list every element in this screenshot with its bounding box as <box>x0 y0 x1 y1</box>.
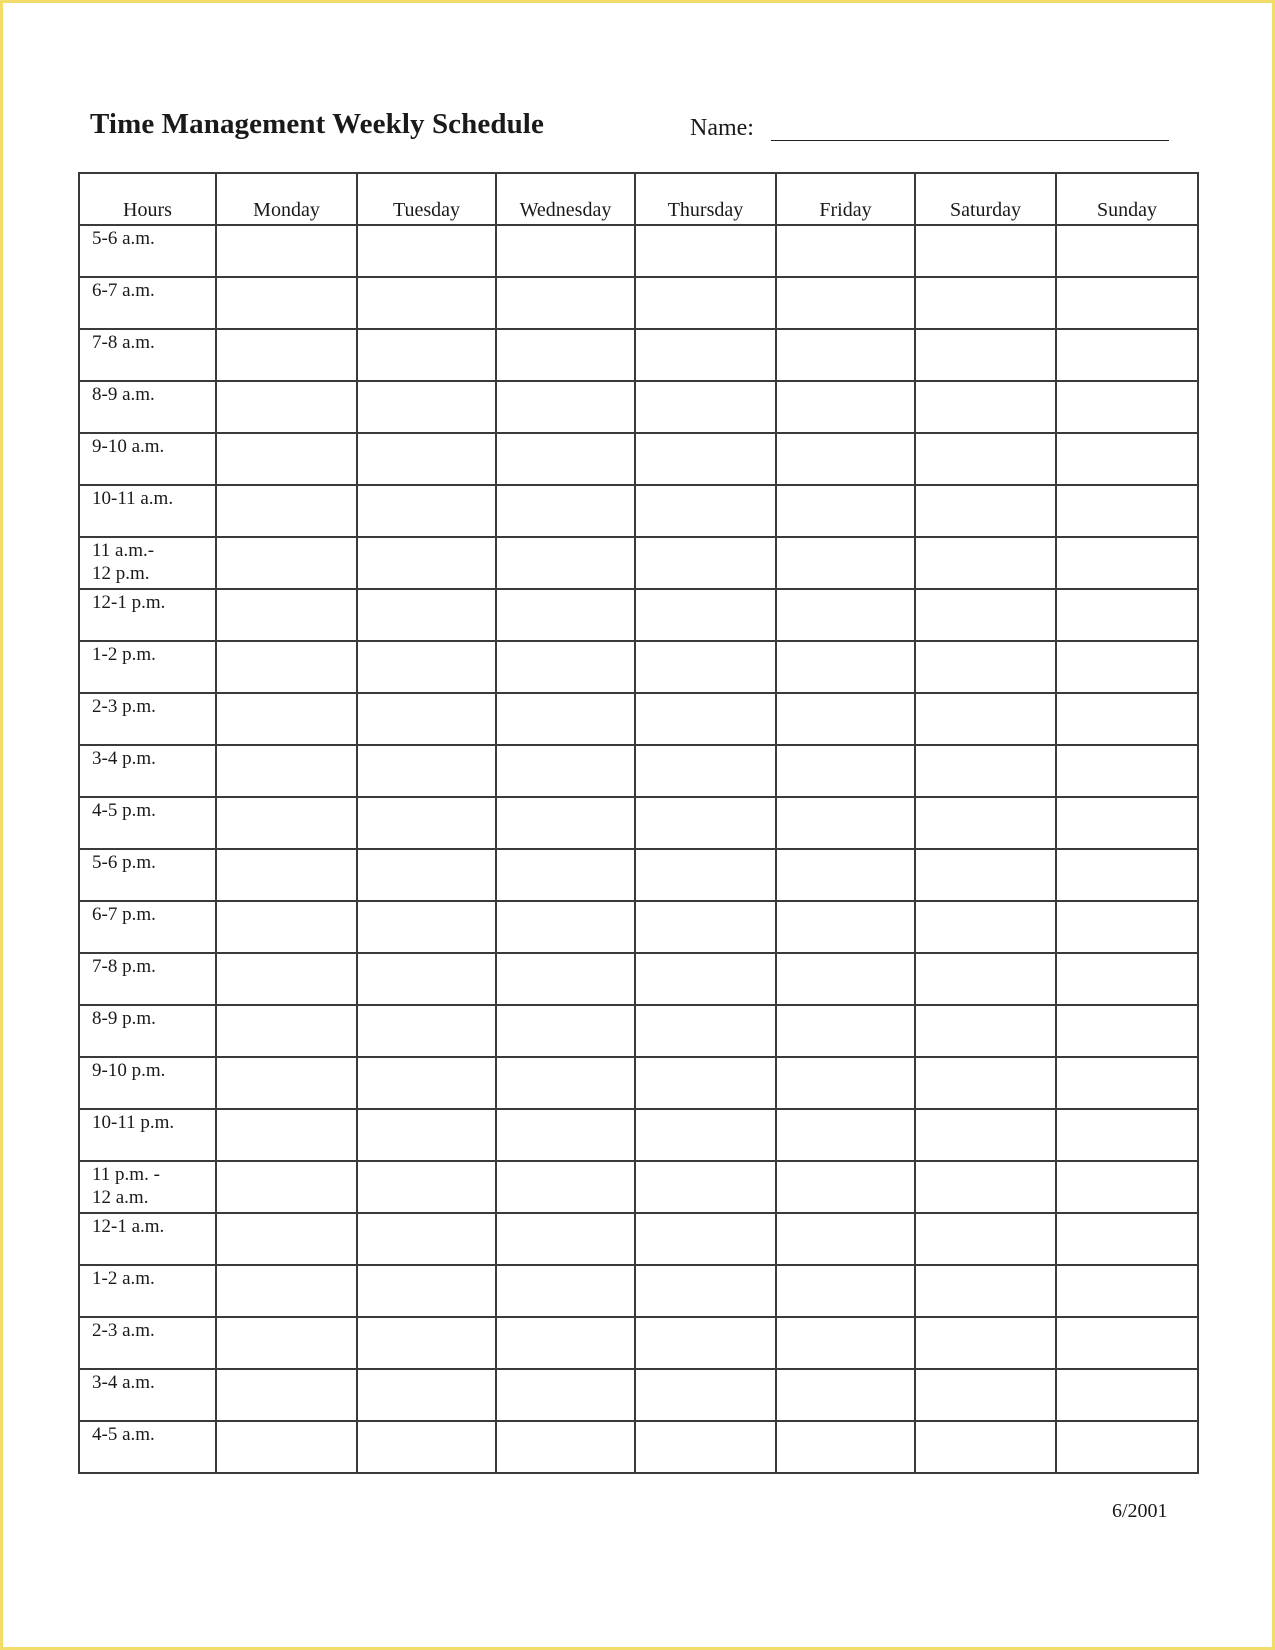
schedule-cell-sunday[interactable] <box>1056 381 1198 433</box>
schedule-cell-monday[interactable] <box>216 589 357 641</box>
schedule-row <box>79 797 1198 849</box>
schedule-cell-saturday[interactable] <box>915 1421 1056 1473</box>
schedule-cell-monday[interactable] <box>216 1161 357 1213</box>
schedule-cell-thursday[interactable] <box>635 1317 776 1369</box>
schedule-cell-wednesday[interactable] <box>496 693 635 745</box>
schedule-cell-friday[interactable] <box>776 1265 915 1317</box>
schedule-cell-tuesday[interactable] <box>357 1109 496 1161</box>
schedule-cell-saturday[interactable] <box>915 693 1056 745</box>
schedule-cell-wednesday[interactable] <box>496 745 635 797</box>
schedule-cell-tuesday[interactable] <box>357 641 496 693</box>
hour-label: 2-3 p.m. <box>92 696 156 717</box>
schedule-cell-monday[interactable] <box>216 1213 357 1265</box>
schedule-cell-thursday[interactable] <box>635 433 776 485</box>
schedule-cell-monday[interactable] <box>216 485 357 537</box>
hour-label-cell <box>79 1057 216 1109</box>
schedule-cell-thursday[interactable] <box>635 1421 776 1473</box>
hour-label-cell <box>79 485 216 537</box>
column-header-sunday: Sunday <box>1056 173 1198 225</box>
schedule-cell-saturday[interactable] <box>915 901 1056 953</box>
schedule-cell-tuesday[interactable] <box>357 485 496 537</box>
hour-label-cell <box>79 1005 216 1057</box>
hour-label: 11 a.m.- <box>92 540 155 561</box>
schedule-cell-friday[interactable] <box>776 277 915 329</box>
schedule-row <box>79 1317 1198 1369</box>
hour-label: 8-9 p.m. <box>92 1008 156 1029</box>
hour-label-cell <box>79 1421 216 1473</box>
schedule-cell-monday[interactable] <box>216 641 357 693</box>
schedule-cell-sunday[interactable] <box>1056 1369 1198 1421</box>
schedule-cell-friday[interactable] <box>776 797 915 849</box>
schedule-row <box>79 901 1198 953</box>
schedule-cell-friday[interactable] <box>776 589 915 641</box>
schedule-cell-wednesday[interactable] <box>496 1369 635 1421</box>
schedule-cell-saturday[interactable] <box>915 1265 1056 1317</box>
schedule-cell-tuesday[interactable] <box>357 1265 496 1317</box>
schedule-cell-friday[interactable] <box>776 1213 915 1265</box>
schedule-cell-saturday[interactable] <box>915 1057 1056 1109</box>
schedule-cell-tuesday[interactable] <box>357 1057 496 1109</box>
schedule-cell-wednesday[interactable] <box>496 797 635 849</box>
schedule-cell-sunday[interactable] <box>1056 693 1198 745</box>
schedule-cell-sunday[interactable] <box>1056 485 1198 537</box>
schedule-cell-monday[interactable] <box>216 277 357 329</box>
schedule-cell-thursday[interactable] <box>635 953 776 1005</box>
schedule-cell-thursday[interactable] <box>635 1213 776 1265</box>
schedule-cell-thursday[interactable] <box>635 537 776 589</box>
schedule-cell-wednesday[interactable] <box>496 589 635 641</box>
schedule-cell-friday[interactable] <box>776 849 915 901</box>
schedule-row <box>79 485 1198 537</box>
schedule-cell-wednesday[interactable] <box>496 277 635 329</box>
schedule-cell-sunday[interactable] <box>1056 1265 1198 1317</box>
schedule-cell-saturday[interactable] <box>915 641 1056 693</box>
hour-label-cell <box>79 1161 216 1213</box>
schedule-row <box>79 1005 1198 1057</box>
schedule-cell-sunday[interactable] <box>1056 1109 1198 1161</box>
hour-label-cell <box>79 1109 216 1161</box>
schedule-row <box>79 745 1198 797</box>
schedule-cell-saturday[interactable] <box>915 433 1056 485</box>
schedule-cell-thursday[interactable] <box>635 745 776 797</box>
schedule-cell-tuesday[interactable] <box>357 1421 496 1473</box>
schedule-cell-wednesday[interactable] <box>496 641 635 693</box>
schedule-cell-saturday[interactable] <box>915 329 1056 381</box>
schedule-cell-monday[interactable] <box>216 1369 357 1421</box>
hour-label-cell <box>79 1265 216 1317</box>
hour-label-cell <box>79 1213 216 1265</box>
schedule-cell-thursday[interactable] <box>635 641 776 693</box>
schedule-cell-saturday[interactable] <box>915 1369 1056 1421</box>
schedule-cell-sunday[interactable] <box>1056 1317 1198 1369</box>
hour-label: 11 p.m. - <box>92 1164 160 1185</box>
schedule-cell-tuesday[interactable] <box>357 329 496 381</box>
schedule-cell-thursday[interactable] <box>635 1057 776 1109</box>
schedule-row <box>79 225 1198 277</box>
schedule-cell-saturday[interactable] <box>915 1213 1056 1265</box>
schedule-cell-friday[interactable] <box>776 1109 915 1161</box>
schedule-cell-friday[interactable] <box>776 1161 915 1213</box>
schedule-cell-sunday[interactable] <box>1056 433 1198 485</box>
schedule-cell-wednesday[interactable] <box>496 1109 635 1161</box>
hour-label: 9-10 a.m. <box>92 436 165 457</box>
schedule-cell-tuesday[interactable] <box>357 1213 496 1265</box>
schedule-cell-sunday[interactable] <box>1056 953 1198 1005</box>
hour-label: 4-5 a.m. <box>92 1424 155 1445</box>
hour-label-cell <box>79 849 216 901</box>
schedule-cell-friday[interactable] <box>776 953 915 1005</box>
schedule-body <box>79 225 1198 1473</box>
schedule-cell-sunday[interactable] <box>1056 329 1198 381</box>
column-header-friday: Friday <box>776 173 915 225</box>
schedule-cell-saturday[interactable] <box>915 797 1056 849</box>
schedule-cell-thursday[interactable] <box>635 901 776 953</box>
hour-label: 5-6 a.m. <box>92 228 155 249</box>
schedule-cell-thursday[interactable] <box>635 797 776 849</box>
schedule-cell-tuesday[interactable] <box>357 1317 496 1369</box>
column-header-saturday: Saturday <box>915 173 1056 225</box>
schedule-row <box>79 1421 1198 1473</box>
schedule-row <box>79 1057 1198 1109</box>
schedule-cell-friday[interactable] <box>776 693 915 745</box>
schedule-cell-thursday[interactable] <box>635 381 776 433</box>
schedule-cell-saturday[interactable] <box>915 485 1056 537</box>
hour-label-cell <box>79 433 216 485</box>
schedule-cell-thursday[interactable] <box>635 485 776 537</box>
column-header-tuesday: Tuesday <box>357 173 496 225</box>
hour-label-cell <box>79 797 216 849</box>
schedule-cell-saturday[interactable] <box>915 589 1056 641</box>
schedule-cell-tuesday[interactable] <box>357 901 496 953</box>
schedule-row <box>79 1213 1198 1265</box>
schedule-cell-monday[interactable] <box>216 1057 357 1109</box>
schedule-cell-sunday[interactable] <box>1056 277 1198 329</box>
column-header-thursday: Thursday <box>635 173 776 225</box>
schedule-cell-wednesday[interactable] <box>496 225 635 277</box>
schedule-cell-saturday[interactable] <box>915 1005 1056 1057</box>
schedule-cell-monday[interactable] <box>216 1005 357 1057</box>
schedule-cell-monday[interactable] <box>216 1109 357 1161</box>
hour-label: 10-11 p.m. <box>92 1112 175 1133</box>
schedule-row <box>79 641 1198 693</box>
schedule-cell-wednesday[interactable] <box>496 537 635 589</box>
schedule-cell-thursday[interactable] <box>635 1369 776 1421</box>
document-title: Time Management Weekly Schedule <box>90 108 544 140</box>
hour-label-cell <box>79 381 216 433</box>
schedule-cell-thursday[interactable] <box>635 1109 776 1161</box>
schedule-cell-tuesday[interactable] <box>357 1161 496 1213</box>
schedule-cell-tuesday[interactable] <box>357 433 496 485</box>
schedule-row <box>79 277 1198 329</box>
hour-label: 12 a.m. <box>92 1187 149 1208</box>
schedule-cell-wednesday[interactable] <box>496 1421 635 1473</box>
schedule-cell-friday[interactable] <box>776 1369 915 1421</box>
hour-label-cell <box>79 225 216 277</box>
column-header-wednesday: Wednesday <box>496 173 635 225</box>
name-field[interactable] <box>771 140 1169 141</box>
schedule-row <box>79 381 1198 433</box>
hour-label-cell <box>79 901 216 953</box>
schedule-cell-thursday[interactable] <box>635 329 776 381</box>
hour-label-cell <box>79 537 216 589</box>
schedule-cell-sunday[interactable] <box>1056 1057 1198 1109</box>
hour-label: 7-8 p.m. <box>92 956 156 977</box>
schedule-cell-monday[interactable] <box>216 1265 357 1317</box>
hour-label: 3-4 p.m. <box>92 748 156 769</box>
hour-label-cell <box>79 329 216 381</box>
hour-label-cell <box>79 589 216 641</box>
hour-label: 12 p.m. <box>92 563 150 584</box>
schedule-cell-sunday[interactable] <box>1056 225 1198 277</box>
schedule-cell-wednesday[interactable] <box>496 1265 635 1317</box>
column-header-monday: Monday <box>216 173 357 225</box>
schedule-cell-monday[interactable] <box>216 1421 357 1473</box>
schedule-cell-friday[interactable] <box>776 433 915 485</box>
schedule-cell-friday[interactable] <box>776 1317 915 1369</box>
schedule-cell-monday[interactable] <box>216 329 357 381</box>
schedule-cell-monday[interactable] <box>216 537 357 589</box>
schedule-cell-tuesday[interactable] <box>357 797 496 849</box>
schedule-cell-friday[interactable] <box>776 745 915 797</box>
schedule-cell-friday[interactable] <box>776 1421 915 1473</box>
schedule-cell-tuesday[interactable] <box>357 589 496 641</box>
schedule-cell-sunday[interactable] <box>1056 1161 1198 1213</box>
schedule-cell-wednesday[interactable] <box>496 433 635 485</box>
schedule-cell-saturday[interactable] <box>915 537 1056 589</box>
schedule-cell-saturday[interactable] <box>915 953 1056 1005</box>
hour-label: 5-6 p.m. <box>92 852 156 873</box>
schedule-cell-wednesday[interactable] <box>496 849 635 901</box>
schedule-cell-wednesday[interactable] <box>496 329 635 381</box>
schedule-cell-sunday[interactable] <box>1056 1005 1198 1057</box>
schedule-cell-wednesday[interactable] <box>496 1057 635 1109</box>
hour-label: 7-8 a.m. <box>92 332 155 353</box>
schedule-cell-saturday[interactable] <box>915 1161 1056 1213</box>
schedule-cell-monday[interactable] <box>216 901 357 953</box>
schedule-cell-thursday[interactable] <box>635 589 776 641</box>
schedule-cell-wednesday[interactable] <box>496 1161 635 1213</box>
schedule-cell-saturday[interactable] <box>915 745 1056 797</box>
schedule-cell-friday[interactable] <box>776 329 915 381</box>
schedule-cell-sunday[interactable] <box>1056 589 1198 641</box>
schedule-cell-monday[interactable] <box>216 1317 357 1369</box>
schedule-cell-friday[interactable] <box>776 901 915 953</box>
schedule-cell-monday[interactable] <box>216 693 357 745</box>
schedule-cell-tuesday[interactable] <box>357 537 496 589</box>
column-header-hours: Hours <box>79 173 216 225</box>
header-row <box>79 173 1198 225</box>
schedule-cell-friday[interactable] <box>776 537 915 589</box>
hour-label: 3-4 a.m. <box>92 1372 155 1393</box>
weekly-schedule-table <box>78 172 1199 1474</box>
hour-label: 1-2 p.m. <box>92 644 156 665</box>
schedule-cell-sunday[interactable] <box>1056 537 1198 589</box>
schedule-cell-saturday[interactable] <box>915 225 1056 277</box>
schedule-cell-monday[interactable] <box>216 797 357 849</box>
schedule-cell-sunday[interactable] <box>1056 745 1198 797</box>
schedule-cell-tuesday[interactable] <box>357 1369 496 1421</box>
schedule-cell-sunday[interactable] <box>1056 1421 1198 1473</box>
schedule-cell-sunday[interactable] <box>1056 1213 1198 1265</box>
hour-label: 12-1 p.m. <box>92 592 166 613</box>
schedule-cell-thursday[interactable] <box>635 1265 776 1317</box>
schedule-cell-monday[interactable] <box>216 381 357 433</box>
schedule-cell-thursday[interactable] <box>635 693 776 745</box>
hour-label: 4-5 p.m. <box>92 800 156 821</box>
schedule-cell-sunday[interactable] <box>1056 901 1198 953</box>
schedule-cell-thursday[interactable] <box>635 225 776 277</box>
schedule-cell-wednesday[interactable] <box>496 1317 635 1369</box>
schedule-cell-wednesday[interactable] <box>496 953 635 1005</box>
hour-label-cell <box>79 745 216 797</box>
schedule-cell-friday[interactable] <box>776 1057 915 1109</box>
schedule-cell-thursday[interactable] <box>635 849 776 901</box>
schedule-cell-sunday[interactable] <box>1056 797 1198 849</box>
schedule-cell-tuesday[interactable] <box>357 277 496 329</box>
schedule-cell-tuesday[interactable] <box>357 745 496 797</box>
schedule-cell-monday[interactable] <box>216 225 357 277</box>
schedule-cell-saturday[interactable] <box>915 1109 1056 1161</box>
hour-label: 6-7 p.m. <box>92 904 156 925</box>
hour-label: 1-2 a.m. <box>92 1268 155 1289</box>
schedule-cell-monday[interactable] <box>216 953 357 1005</box>
schedule-cell-friday[interactable] <box>776 641 915 693</box>
schedule-row <box>79 1161 1198 1213</box>
hour-label-cell <box>79 1369 216 1421</box>
schedule-cell-wednesday[interactable] <box>496 1213 635 1265</box>
hour-label-cell <box>79 277 216 329</box>
schedule-cell-tuesday[interactable] <box>357 1005 496 1057</box>
hour-label-cell <box>79 953 216 1005</box>
footer-date: 6/2001 <box>1112 1500 1168 1522</box>
hour-label: 10-11 a.m. <box>92 488 174 509</box>
schedule-row <box>79 849 1198 901</box>
hour-label-cell <box>79 641 216 693</box>
schedule-cell-saturday[interactable] <box>915 381 1056 433</box>
schedule-row <box>79 1369 1198 1421</box>
schedule-row <box>79 1109 1198 1161</box>
schedule-cell-wednesday[interactable] <box>496 485 635 537</box>
schedule-cell-wednesday[interactable] <box>496 901 635 953</box>
schedule-cell-friday[interactable] <box>776 381 915 433</box>
schedule-cell-tuesday[interactable] <box>357 953 496 1005</box>
schedule-cell-tuesday[interactable] <box>357 225 496 277</box>
schedule-cell-thursday[interactable] <box>635 1005 776 1057</box>
schedule-cell-wednesday[interactable] <box>496 381 635 433</box>
schedule-cell-friday[interactable] <box>776 225 915 277</box>
hour-label: 8-9 a.m. <box>92 384 155 405</box>
schedule-cell-monday[interactable] <box>216 849 357 901</box>
schedule-cell-tuesday[interactable] <box>357 693 496 745</box>
schedule-cell-monday[interactable] <box>216 745 357 797</box>
schedule-row <box>79 433 1198 485</box>
schedule-cell-wednesday[interactable] <box>496 1005 635 1057</box>
schedule-cell-saturday[interactable] <box>915 1317 1056 1369</box>
schedule-row <box>79 953 1198 1005</box>
schedule-cell-thursday[interactable] <box>635 1161 776 1213</box>
hour-label: 2-3 a.m. <box>92 1320 155 1341</box>
hour-label: 9-10 p.m. <box>92 1060 166 1081</box>
hour-label-cell <box>79 1317 216 1369</box>
schedule-cell-monday[interactable] <box>216 433 357 485</box>
schedule-cell-saturday[interactable] <box>915 277 1056 329</box>
schedule-row <box>79 329 1198 381</box>
schedule-row <box>79 537 1198 589</box>
schedule-cell-friday[interactable] <box>776 1005 915 1057</box>
schedule-row <box>79 693 1198 745</box>
schedule-cell-friday[interactable] <box>776 485 915 537</box>
schedule-cell-sunday[interactable] <box>1056 641 1198 693</box>
name-label: Name: <box>690 115 754 141</box>
schedule-cell-sunday[interactable] <box>1056 849 1198 901</box>
hour-label: 12-1 a.m. <box>92 1216 165 1237</box>
schedule-cell-tuesday[interactable] <box>357 849 496 901</box>
hour-label: 6-7 a.m. <box>92 280 155 301</box>
hour-label-cell <box>79 693 216 745</box>
schedule-cell-tuesday[interactable] <box>357 381 496 433</box>
schedule-row <box>79 1265 1198 1317</box>
schedule-cell-saturday[interactable] <box>915 849 1056 901</box>
schedule-row <box>79 589 1198 641</box>
schedule-cell-thursday[interactable] <box>635 277 776 329</box>
